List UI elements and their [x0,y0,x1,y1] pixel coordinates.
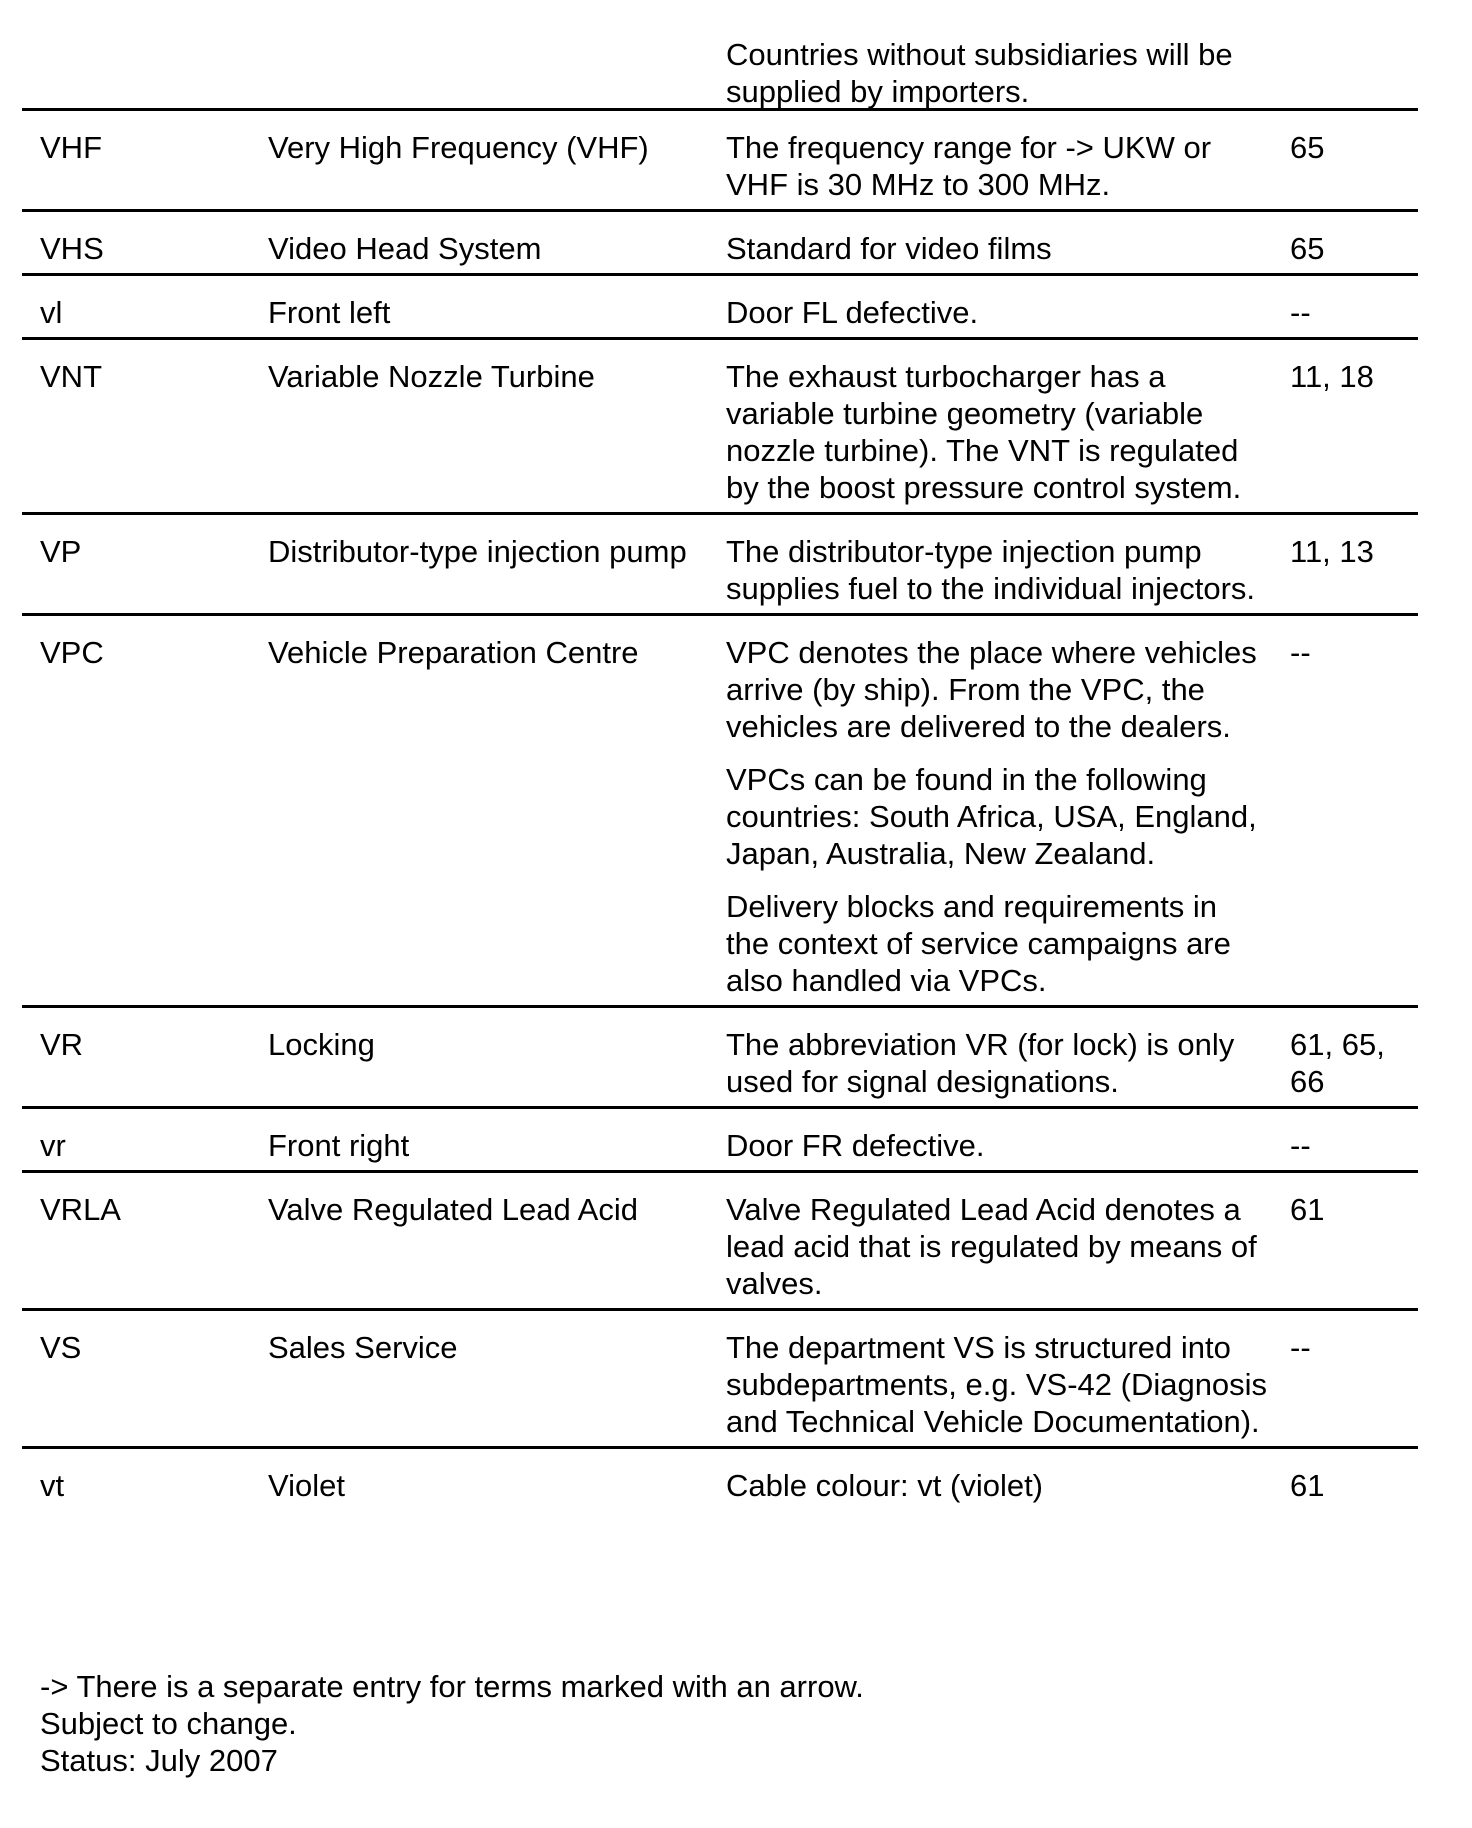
description-paragraph: VPC denotes the place where vehicles arrive (by ship). From the VPC, the vehicles are delivered to the dealers. [726,635,1257,744]
abbreviation-cell: VHF [40,130,102,165]
description-cell [704,1191,1278,1302]
pages-cell: -- [1290,1128,1311,1163]
description-cell [704,1127,1278,1164]
description-cell [704,129,1278,203]
abbreviation-cell: vt [40,1468,65,1503]
pages-cell: 65 [1290,231,1325,266]
description-paragraph: VPCs can be found in the following countries: South Africa, USA, England, Japan, Australia, New Zealand. [726,762,1257,871]
pages-cell: 61, 65, 66 [1290,1027,1385,1099]
description-paragraph: Door FR defective. [726,1128,985,1163]
abbreviation-cell: VPC [40,635,104,670]
term-cell: Distributor-type injection pump [268,534,687,569]
pages-cell: 61 [1290,1468,1325,1503]
term-cell: Very High Frequency (VHF) [268,130,649,165]
table-row [22,1308,1418,1446]
pages-cell: 11, 13 [1290,534,1374,569]
table-row [22,108,1418,209]
continued-description: Countries without subsidiaries will be supplied by importers. [726,37,1233,109]
description-paragraph: Delivery blocks and requirements in the context of service campaigns are also handled via VPCs. [726,889,1231,998]
abbreviation-cell: VP [40,534,82,569]
description-paragraph: Valve Regulated Lead Acid denotes a lead acid that is regulated by means of valves. [726,1192,1257,1301]
term-cell: Sales Service [268,1330,458,1365]
table-row [22,613,1418,1005]
term-cell: Front left [268,295,391,330]
description-cell [704,358,1278,506]
table-row [22,512,1418,613]
abbreviation-cell: VHS [40,231,104,266]
term-cell: Variable Nozzle Turbine [268,359,595,394]
description-cell [704,1329,1278,1440]
abbreviation-cell: VRLA [40,1192,121,1227]
table-row [22,337,1418,512]
abbreviation-cell: vl [40,295,63,330]
pages-cell: 11, 18 [1290,359,1374,394]
term-cell: Video Head System [268,231,542,266]
description-paragraph: The frequency range for -> UKW or VHF is 30 MHz to 300 MHz. [726,130,1212,202]
table-row [22,209,1418,273]
description-cell [704,1026,1278,1100]
pages-cell: -- [1290,1330,1311,1365]
table-row [22,1446,1418,1510]
abbreviation-cell: VNT [40,359,102,394]
table-row [22,1106,1418,1170]
description-paragraph: The department VS is structured into subdepartments, e.g. VS-42 (Diagnosis and Technical Vehicle Documentation). [726,1330,1268,1439]
pages-cell: 61 [1290,1192,1325,1227]
table-row [22,1005,1418,1106]
description-cell [704,294,1278,331]
term-cell: Vehicle Preparation Centre [268,635,639,670]
description-paragraph: Cable colour: vt (violet) [726,1468,1044,1503]
description-paragraph: The abbreviation VR (for lock) is only used for signal designations. [726,1027,1235,1099]
table-row [22,273,1418,337]
term-cell: Violet [268,1468,345,1503]
description-paragraph: The exhaust turbocharger has a variable turbine geometry (variable nozzle turbine). The VNT is regulated by the boost pressure control system. [726,359,1242,505]
page-footer [40,1668,1340,1779]
pages-cell: 65 [1290,130,1325,165]
abbreviation-cell: vr [40,1128,66,1163]
description-cell [704,634,1278,999]
footer-status: Status: July 2007 [40,1743,278,1778]
footer-subject: Subject to change. [40,1706,297,1741]
footer-note: -> There is a separate entry for terms marked with an arrow. [40,1669,864,1704]
description-cell [704,1467,1278,1504]
term-cell: Valve Regulated Lead Acid [268,1192,638,1227]
glossary-table [22,108,1418,1510]
abbreviation-cell: VS [40,1330,82,1365]
term-cell: Locking [268,1027,375,1062]
table-row [22,1170,1418,1308]
description-cell [704,230,1278,267]
description-paragraph: The distributor-type injection pump supplies fuel to the individual injectors. [726,534,1256,606]
pages-cell: -- [1290,635,1311,670]
description-cell [704,533,1278,607]
pages-cell: -- [1290,295,1311,330]
term-cell: Front right [268,1128,410,1163]
description-paragraph: Standard for video films [726,231,1052,266]
description-paragraph: Door FL defective. [726,295,979,330]
abbreviation-cell: VR [40,1027,84,1062]
